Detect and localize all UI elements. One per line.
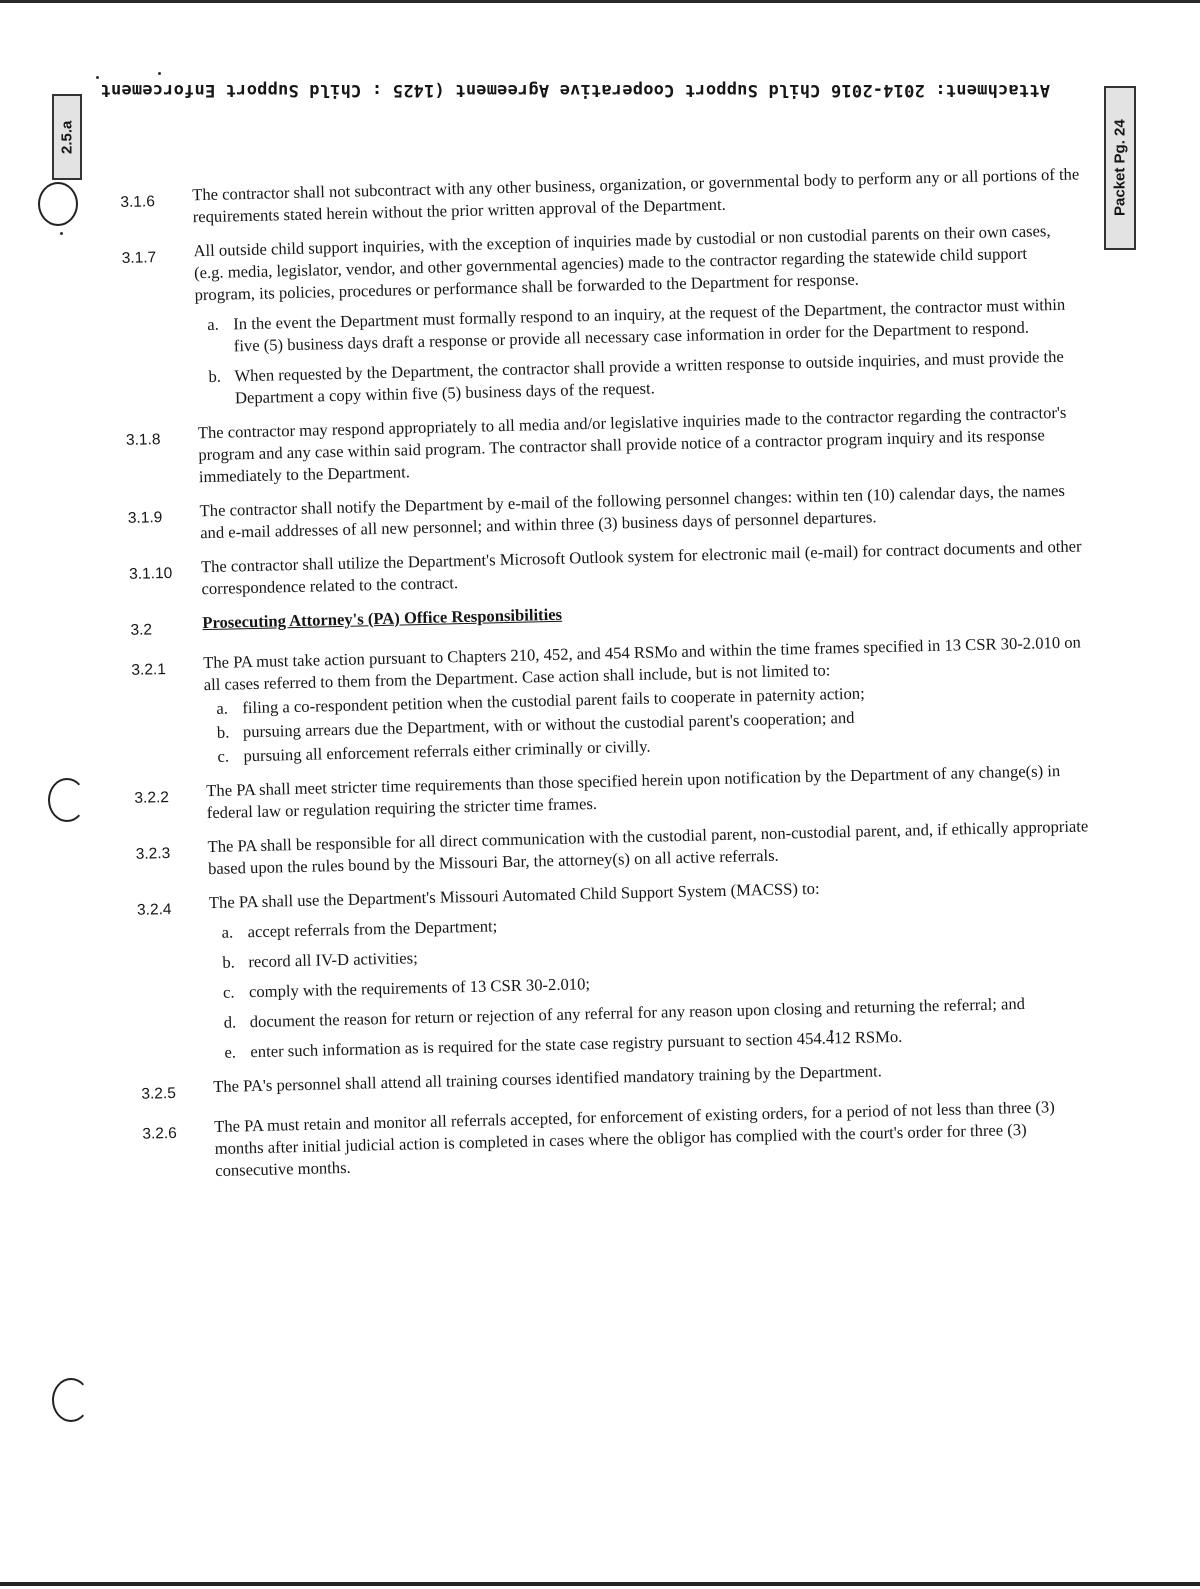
clause-number: 3.1.7 — [121, 249, 157, 267]
clause-3-2-1 — [131, 631, 1093, 770]
section-heading: Prosecuting Attorney's (PA) Office Responsibilities — [202, 604, 563, 633]
clause-text: All outside child support inquiries, with the exception of inquiries made by custodial or non custodial parents on their own cases, (e.g. media, legislator, vendor, and other governmental agencies) made to the contractor regarding the statewide child support program, its policies, procedures or performance shall be forwarded to the Department for response. — [193, 221, 1051, 305]
clause-3-2-3 — [135, 815, 1096, 882]
tab-stamp-left: 2.5.a — [52, 94, 82, 180]
clause-body — [201, 535, 1090, 600]
subclause-item — [208, 345, 1085, 410]
clause-body — [198, 401, 1087, 488]
clause-text: The PA shall use the Department's Missouri Automated Child Support System (MACSS) to: — [208, 878, 820, 913]
clause-number: 3.1.6 — [120, 193, 156, 211]
subclause-text: accept referrals from the Department; — [247, 916, 498, 942]
section-3-2 — [131, 631, 1103, 1183]
document-body — [120, 163, 1104, 1195]
clause-body — [199, 479, 1088, 544]
clause-3-2-6 — [142, 1095, 1103, 1184]
scan-bottom-edge — [0, 1582, 1200, 1586]
punch-hole-middle — [48, 778, 86, 822]
clause-3-1-10 — [129, 535, 1090, 602]
clause-3-1-8 — [126, 401, 1087, 490]
packet-page-stamp: Packet Pg. 24 — [1104, 86, 1136, 250]
clause-3-1-7 — [121, 219, 1085, 412]
clause-text: The contractor shall not subcontract with any other business, organization, or governmental body to perform any or all portions of the requirements stated herein without the prior written approval of the Department. — [192, 164, 1080, 227]
subclause-letter: e. — [224, 1042, 237, 1062]
clause-text: The PA shall be responsible for all direct communication with the custodial parent, non-custodial parent, and, if ethically appropriate based upon the rules bound by the Missouri Bar, the attorney(s) on all active referrals. — [207, 816, 1089, 879]
clause-body — [213, 1055, 1101, 1104]
clause-body — [203, 631, 1093, 768]
subclause-text: In the event the Department must formally respond to an inquiry, at the request of the Department, the contractor must within five (5) business days draft a response or provide all necessary case information in order for the Department to respond. — [233, 294, 1066, 356]
scan-speck — [60, 232, 63, 235]
subclause-text: pursuing arrears due the Department, with or without the custodial parent's cooperation; and — [242, 707, 855, 742]
subclause-text: record all IV-D activities; — [248, 948, 418, 972]
punch-hole-top — [38, 182, 78, 226]
punch-hole-bottom — [52, 1378, 90, 1422]
subclause-letter: b. — [208, 366, 222, 386]
subclause-letter: a. — [221, 922, 234, 942]
subclause-text: enter such information as is required for the state case registry pursuant to section 454.412 RSMo. — [250, 1026, 903, 1062]
clause-number: 3.2.3 — [135, 845, 171, 863]
clause-body — [214, 1095, 1103, 1182]
subclause-text: document the reason for return or rejection of any referral for any reason upon closing and returning the referral; and — [249, 993, 1026, 1032]
clause-text: The PA must take action pursuant to Chapters 210, 452, and 454 RSMo and within the time frames specified in 13 CSR 30-2.010 on all cases referred to them from the Department. Case action shall include, but is not limited to: — [203, 632, 1082, 695]
clause-number: 3.1.9 — [127, 509, 163, 527]
clause-number: 3.2.2 — [134, 789, 170, 807]
clause-number: 3.2.1 — [131, 661, 167, 679]
clause-number: 3.2.6 — [142, 1124, 178, 1143]
subclause-list — [195, 293, 1085, 410]
subclause-list — [209, 901, 1100, 1064]
subclause-text: When requested by the Department, the contractor shall provide a written response to outside inquiries, and must provide the Department a copy within five (5) business days of the request. — [234, 346, 1064, 408]
clause-body — [193, 219, 1085, 410]
clause-3-2-4 — [137, 871, 1101, 1066]
section-3-1 — [120, 163, 1090, 602]
clause-number: 3.1.10 — [128, 564, 173, 583]
clause-text: The PA must retain and monitor all referrals accepted, for enforcement of existing orders, for a period of not less than three (3) months after initial judicial action is completed in cases where the obligor has complied with the court's order for three (3) consecutive months. — [213, 1097, 1055, 1181]
section-number: 3.2 — [130, 621, 153, 639]
clause-body — [192, 163, 1081, 228]
attachment-header: Attachment: 2014-2016 Child Support Cooperative Agreement (1425 : Child Support Enforcement — [100, 80, 1050, 100]
subclause-letter: a. — [207, 314, 220, 334]
clause-text: The PA's personnel shall attend all training courses identified mandatory training by the Department. — [213, 1061, 883, 1097]
subclause-letter: c. — [222, 982, 235, 1002]
clause-body — [207, 815, 1096, 880]
scan-speck — [158, 72, 161, 75]
subclause-text: pursuing all enforcement referrals either criminally or civilly. — [243, 736, 651, 766]
subclause-text: filing a co-respondent petition when the custodial parent fails to cooperate in paternity action; — [242, 683, 865, 718]
subclause-letter: b. — [222, 952, 235, 972]
clause-body — [206, 759, 1095, 824]
subclause-letter: d. — [223, 1012, 237, 1032]
clause-text: The PA shall meet stricter time requirements than those specified herein upon notification by the Department of any change(s) in federal law or regulation requiring the stricter time frames. — [206, 761, 1061, 823]
scan-speck — [96, 76, 99, 79]
subclause-letter: b. — [216, 722, 230, 742]
clause-number: 3.2.4 — [136, 900, 172, 919]
clause-text: The contractor shall utilize the Department's Microsoft Outlook system for electronic mail (e-mail) for contract documents and other correspondence related to the contract. — [200, 536, 1082, 599]
clause-body — [209, 871, 1101, 1064]
clause-number: 3.1.8 — [125, 431, 161, 449]
clause-3-1-9 — [127, 479, 1088, 546]
subclause-letter: a. — [216, 698, 229, 718]
subclause-letter: c. — [217, 746, 230, 766]
clause-text: The contractor may respond appropriately to all media and/or legislative inquiries made to the contractor regarding the contractor's program and any case within said program. The contractor shall provide notice of a contractor program inquiry and its response immediately to the Department. — [197, 402, 1067, 487]
subclause-text: comply with the requirements of 13 CSR 30-2.010; — [248, 974, 591, 1002]
clause-text: The contractor shall notify the Department by e-mail of the following personnel changes: within ten (10) calendar days, the names and e-mail addresses of all new personnel; and within three (3) business days of personnel departures. — [199, 480, 1066, 543]
clause-3-2-2 — [134, 759, 1095, 826]
clause-number: 3.2.5 — [141, 1084, 177, 1103]
clause-3-1-6 — [120, 163, 1081, 230]
scan-top-edge — [0, 0, 1200, 3]
